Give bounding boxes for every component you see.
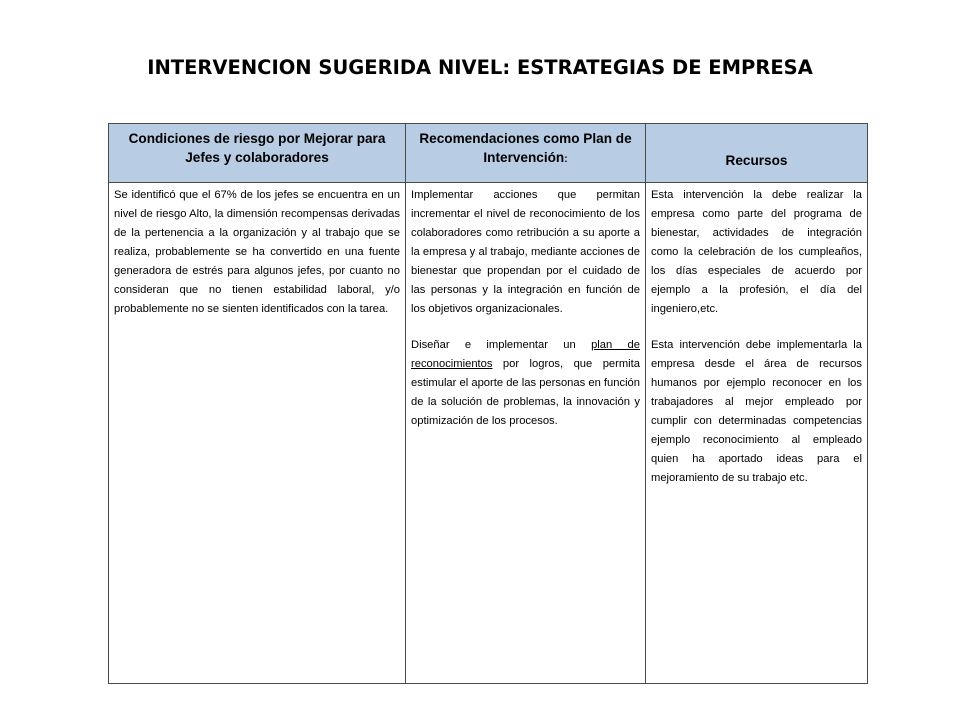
recommendation-p2-intro: Diseñar e implementar un: [411, 339, 592, 351]
resources-paragraph-2: Esta intervención debe implementarla la empresa desde el área de recursos humanos por ejemplo reconocer en los trabajadores al mejor empleado por cumplir con determinadas competencias ejemplo reconocimiento al empleado quien ha aportado ideas para el mejoramiento de su trabajo etc.: [651, 339, 862, 484]
header-risk-conditions-label: Condiciones de riesgo por Mejorar para Jefes y colaboradores: [128, 131, 386, 165]
recommendation-paragraph-2: [411, 336, 640, 431]
header-recommendations-label: Recomendaciones como Plan de Intervención: [419, 131, 632, 165]
recommendation-p2-rest: por logros, que permita estimular el aporte de las personas en función de la solución de problemas, la innovación y optimización de los procesos.: [411, 358, 640, 427]
header-recommendations: [406, 124, 646, 183]
intervention-table: [108, 123, 868, 684]
page-title: INTERVENCION SUGERIDA NIVEL: ESTRATEGIAS DE EMPRESA: [147, 56, 813, 79]
risk-conditions-paragraph: Se identificó que el 67% de los jefes se encuentra en un nivel de riesgo Alto, la dimensión recompensas derivadas de la pertenencia a la organización y al trabajo que se realiza, probablemente se ha convertido en una fuente generadora de estrés para algunos jefes, por cuanto no consideran que no tienen estabilidad laboral, y/o probablemente no se sienten identificados con la tarea.: [114, 189, 400, 315]
header-row: [109, 124, 868, 183]
content-row: [109, 183, 868, 684]
cell-resources: [646, 183, 868, 684]
cell-recommendations: [406, 183, 646, 684]
recommendation-paragraph-1: Implementar acciones que permitan incrementar el nivel de reconocimiento de los colaboradores como retribución a su aporte a la empresa y al trabajo, mediante acciones de bienestar que propendan por el cuidado de las personas y la integración en función de los objetivos organizacionales.: [411, 189, 640, 315]
cell-risk-conditions: [109, 183, 406, 684]
header-recommendations-colon: :: [564, 154, 568, 165]
resources-paragraph-1: Esta intervención la debe realizar la empresa como parte del programa de bienestar, actividades de integración como la celebración de los cumpleaños, los días especiales de acuerdo por ejemplo a la profesión, el día del ingeniero,etc.: [651, 189, 862, 315]
header-resources-label: Recursos: [725, 153, 788, 168]
header-resources: [646, 124, 868, 183]
recognition-plan-underlined: plan de reconocimientos: [411, 339, 640, 370]
header-risk-conditions: [109, 124, 406, 183]
